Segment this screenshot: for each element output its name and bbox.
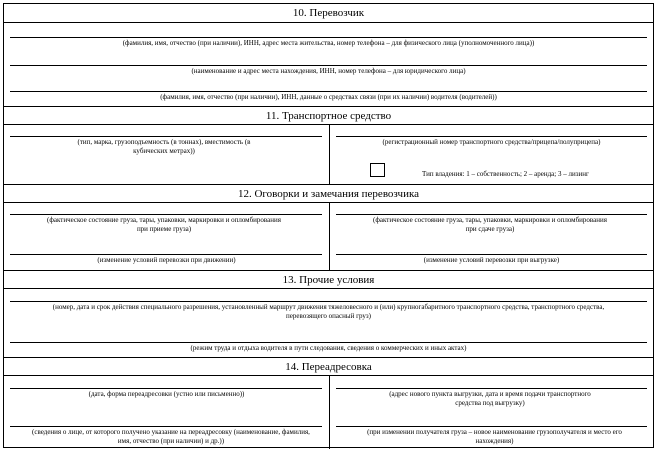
delivery-state-line[interactable] [336, 214, 647, 215]
redirect-date-caption: (дата, форма переадресовки (устно или письменно)) [88, 390, 245, 398]
carrier-company-line[interactable] [10, 65, 647, 66]
section-10-title: 10. Перевозчик [4, 4, 653, 23]
section-11-title: 11. Транспортное средство [4, 106, 653, 125]
section-12-title: 12. Оговорки и замечания перевозчика [4, 184, 653, 203]
new-unloading-line[interactable] [336, 388, 647, 389]
section-14-title: 14. Переадресовка [4, 357, 653, 376]
unloading-changes-caption: (изменение условий перевозки при выгрузке) [423, 256, 560, 264]
new-consignee-line[interactable] [336, 426, 647, 427]
redirect-source-line[interactable] [10, 426, 322, 427]
redirect-source-caption: (сведения о лице, от которого получено указание на переадресовку (наименование, фамилия, имя, отчество (при наличии) и др.)) [32, 428, 310, 445]
acceptance-state-caption: (фактическое состояние груза, тары, упаковки, маркировки и опломбирования при приеме груза) [47, 216, 281, 233]
carrier-company-caption: (наименование и адрес места нахождения, ИНН, номер телефона – для юридического лица) [191, 67, 466, 75]
waybill-form [3, 3, 654, 448]
driver-line[interactable] [10, 91, 647, 92]
ownership-type-caption: Тип владения: 1 – собственность; 2 – аренда; 3 – лизинг [422, 170, 589, 178]
vehicle-reg-caption: (регистрационный номер транспортного средства/прицепа/полуприцепа) [382, 138, 601, 146]
section-11-divider [329, 125, 330, 184]
section-13-title: 13. Прочие условия [4, 270, 653, 289]
movement-changes-caption: (изменение условий перевозки при движении) [97, 256, 236, 264]
new-unloading-caption: (адрес нового пункта выгрузки, дата и время подачи транспортного средства под выгрузку) [389, 390, 591, 407]
driver-regime-line[interactable] [10, 342, 647, 343]
acceptance-state-line[interactable] [10, 214, 322, 215]
section-14-divider [329, 376, 330, 449]
delivery-state-caption: (фактическое состояние груза, тары, упаковки, маркировки и опломбирования при сдаче груза) [373, 216, 607, 233]
driver-caption: (фамилия, имя, отчество (при наличии), ИНН, данные о средствах связи (при их наличии) водителя (водителей)) [160, 93, 497, 101]
unloading-changes-line[interactable] [336, 254, 647, 255]
carrier-person-line[interactable] [10, 37, 647, 38]
redirect-date-line[interactable] [10, 388, 322, 389]
vehicle-reg-line[interactable] [336, 136, 647, 137]
ownership-type-box[interactable] [370, 163, 385, 177]
special-permit-caption: (номер, дата и срок действия специального разрешения, установленный маршрут движения тяжеловесного и (или) крупногабаритного транспортного средства, транспортного средства, перевозящего опасный груз) [52, 303, 605, 320]
vehicle-type-line[interactable] [10, 136, 322, 137]
movement-changes-line[interactable] [10, 254, 322, 255]
vehicle-type-caption: (тип, марка, грузоподъемность (в тоннах), вместимость (в кубических метрах)) [77, 138, 251, 155]
special-permit-line[interactable] [10, 301, 647, 302]
carrier-person-caption: (фамилия, имя, отчество (при наличии), ИНН, адрес места жительства, номер телефона – для физического лица (уполномоченного лица)) [122, 39, 535, 47]
new-consignee-caption: (при изменении получателя груза – новое наименование грузополучателя и место его нахождения) [367, 428, 622, 445]
driver-regime-caption: (режим труда и отдыха водителя в пути следования, сведения о коммерческих и иных актах) [190, 344, 467, 352]
